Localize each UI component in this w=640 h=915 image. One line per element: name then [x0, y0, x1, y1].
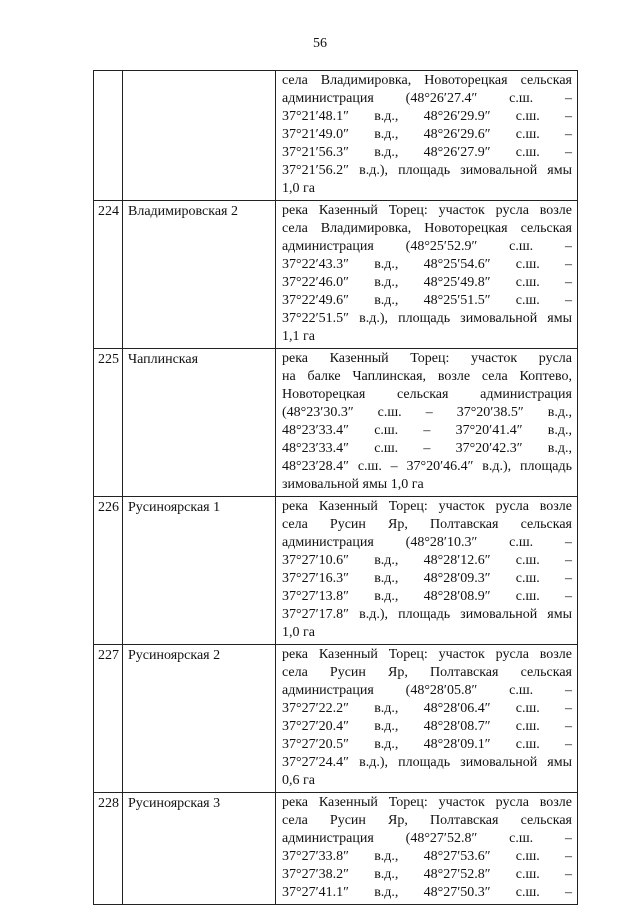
coordinate-part: 48°27′50.3″ [423, 885, 491, 900]
area-description [276, 497, 578, 645]
coordinate-part: 37°27′41.1″ [282, 885, 349, 900]
coordinate-part: с.ш. [515, 257, 540, 272]
coordinate-line [282, 884, 572, 902]
coordinate-part: 48°26′27.9″ [423, 145, 491, 160]
coordinate-part: в.д., [374, 109, 399, 124]
table-row [94, 201, 578, 349]
coordinate-line [282, 736, 572, 754]
row-number: 228 [94, 793, 123, 905]
coordinate-part: с.ш. [377, 405, 402, 420]
coordinate-part: в.д., [374, 701, 399, 716]
coordinate-part: – [423, 441, 431, 456]
coordinate-part: в.д., [547, 441, 572, 456]
coordinate-part: с.ш. [515, 109, 540, 124]
coordinate-part: – [423, 423, 431, 438]
table-row [94, 349, 578, 497]
description-line: 37°21′56.2″ в.д.), площадь зимовальной ямы [282, 163, 572, 178]
description-line: 1,0 га [282, 625, 315, 640]
description-line: села Русин Яр, Полтавская сельская [282, 813, 572, 828]
page-number: 56 [313, 36, 327, 51]
coordinate-part: 37°22′46.0″ [282, 275, 349, 290]
coordinate-line [282, 292, 572, 310]
coordinate-part: с.ш. [515, 275, 540, 290]
description-line: администрация (48°26′27.4″ с.ш. – [282, 91, 572, 106]
coordinate-part: – [564, 867, 572, 882]
coordinate-part: 48°25′51.5″ [423, 293, 491, 308]
area-name: Владимировская 2 [123, 201, 276, 349]
description-line: на балке Чаплинская, возле села Коптево, [282, 369, 572, 384]
coordinate-part: – [564, 109, 572, 124]
description-line: 37°27′17.8″ в.д.), площадь зимовальной ямы [282, 607, 572, 622]
description-line: 37°27′24.4″ в.д.), площадь зимовальной ямы [282, 755, 572, 770]
description-line: река Казенный Торец: участок русла возле [282, 647, 572, 662]
area-description [276, 71, 578, 201]
description-line: села Русин Яр, Полтавская сельская [282, 665, 572, 680]
table-row [94, 645, 578, 793]
coordinate-part: – [564, 145, 572, 160]
row-number: 224 [94, 201, 123, 349]
coordinate-part: с.ш. [515, 589, 540, 604]
coordinate-part: с.ш. [515, 571, 540, 586]
table-row [94, 497, 578, 645]
description-line: села Владимировка, Новоторецкая сельская [282, 221, 572, 236]
coordinate-part: в.д., [374, 867, 399, 882]
row-number [94, 71, 123, 201]
coordinate-part: – [564, 737, 572, 752]
coordinate-part: с.ш. [515, 719, 540, 734]
coordinate-part: 48°26′29.9″ [423, 109, 491, 124]
coordinate-part: с.ш. [515, 293, 540, 308]
coordinate-part: в.д., [547, 405, 572, 420]
description-line: зимовальной ямы 1,0 га [282, 477, 424, 492]
table-row [94, 793, 578, 905]
area-description [276, 645, 578, 793]
area-name: Русиноярская 2 [123, 645, 276, 793]
coordinate-part: 48°23′33.4″ [282, 441, 349, 456]
coordinate-part: 48°28′09.3″ [423, 571, 491, 586]
coordinate-part: 48°26′29.6″ [423, 127, 491, 142]
description-line: Новоторецкая сельская администрация [282, 387, 572, 402]
coordinate-part: в.д., [374, 885, 399, 900]
coordinate-part: 37°20′41.4″ [455, 423, 523, 438]
coordinate-part: в.д., [374, 737, 399, 752]
coordinate-part: 48°25′54.6″ [423, 257, 491, 272]
coordinate-line [282, 274, 572, 292]
area-description [276, 201, 578, 349]
coordinate-part: – [564, 275, 572, 290]
description-line: река Казенный Торец: участок русла возле [282, 499, 572, 514]
row-number: 226 [94, 497, 123, 645]
coordinate-part: 37°27′13.8″ [282, 589, 349, 604]
coordinate-part: 48°28′08.9″ [423, 589, 491, 604]
row-number: 227 [94, 645, 123, 793]
area-name: Русиноярская 1 [123, 497, 276, 645]
description-line: села Русин Яр, Полтавская сельская [282, 517, 572, 532]
area-name: Русиноярская 3 [123, 793, 276, 905]
description-line: администрация (48°28′10.3″ с.ш. – [282, 535, 572, 550]
coordinate-line [282, 256, 572, 274]
coordinate-line [282, 404, 572, 422]
description-line: 1,1 га [282, 329, 315, 344]
coordinate-part: 48°23′33.4″ [282, 423, 349, 438]
coordinate-part: 37°20′42.3″ [455, 441, 523, 456]
coordinate-part: – [564, 719, 572, 734]
coordinate-part: с.ш. [515, 737, 540, 752]
coordinate-line [282, 552, 572, 570]
coordinate-part: 48°25′49.8″ [423, 275, 491, 290]
coordinate-part: – [564, 885, 572, 900]
coordinate-part: с.ш. [515, 849, 540, 864]
coordinate-part: – [564, 553, 572, 568]
coordinate-part: с.ш. [374, 423, 399, 438]
coordinate-line [282, 588, 572, 606]
coordinate-line [282, 108, 572, 126]
area-description [276, 793, 578, 905]
coordinate-part: с.ш. [515, 867, 540, 882]
coordinate-part: с.ш. [515, 701, 540, 716]
coordinate-part: 48°28′06.4″ [423, 701, 491, 716]
coordinate-part: в.д., [374, 589, 399, 604]
coordinate-part: в.д., [374, 145, 399, 160]
area-name: Чаплинская [123, 349, 276, 497]
coordinate-part: 37°21′49.0″ [282, 127, 349, 142]
coordinate-part: 37°27′20.4″ [282, 719, 349, 734]
row-number: 225 [94, 349, 123, 497]
coordinate-part: 48°27′52.8″ [423, 867, 491, 882]
coordinate-part: в.д., [374, 849, 399, 864]
description-line: река Казенный Торец: участок русла возле [282, 795, 572, 810]
coordinate-part: 48°28′08.7″ [423, 719, 491, 734]
coordinate-part: 37°22′49.6″ [282, 293, 349, 308]
coordinate-part: (48°23′30.3″ [282, 405, 354, 420]
coordinate-line [282, 422, 572, 440]
coordinate-line [282, 718, 572, 736]
coordinate-part: с.ш. [515, 127, 540, 142]
description-line: река Казенный Торец: участок русла возле [282, 203, 572, 218]
coordinate-part: в.д., [374, 293, 399, 308]
coordinate-part: в.д., [374, 719, 399, 734]
coordinate-line [282, 126, 572, 144]
table-row [94, 71, 578, 201]
coordinate-line [282, 144, 572, 162]
coordinate-part: – [425, 405, 433, 420]
coordinate-line [282, 570, 572, 588]
description-line: села Владимировка, Новоторецкая сельская [282, 73, 572, 88]
coordinate-part: – [564, 849, 572, 864]
area-name [123, 71, 276, 201]
coordinate-part: 37°20′38.5″ [456, 405, 524, 420]
coordinate-part: в.д., [374, 127, 399, 142]
coordinate-part: 37°22′43.3″ [282, 257, 349, 272]
coordinate-line [282, 440, 572, 458]
coordinate-part: 37°27′38.2″ [282, 867, 349, 882]
coordinate-part: в.д., [374, 275, 399, 290]
coordinate-part: с.ш. [515, 145, 540, 160]
description-line: река Казенный Торец: участок русла [282, 351, 572, 366]
area-description [276, 349, 578, 497]
coordinate-part: – [564, 293, 572, 308]
coordinate-part: 37°27′22.2″ [282, 701, 349, 716]
coordinate-part: 37°21′56.3″ [282, 145, 349, 160]
coordinate-part: 48°28′12.6″ [423, 553, 491, 568]
coordinate-part: – [564, 571, 572, 586]
coordinate-part: в.д., [547, 423, 572, 438]
coordinate-part: с.ш. [515, 885, 540, 900]
description-line: администрация (48°27′52.8″ с.ш. – [282, 831, 572, 846]
fishing-areas-table [93, 70, 578, 905]
coordinate-part: 37°27′16.3″ [282, 571, 349, 586]
coordinate-part: 37°27′20.5″ [282, 737, 349, 752]
description-line: 0,6 га [282, 773, 315, 788]
coordinate-part: 37°27′33.8″ [282, 849, 349, 864]
coordinate-line [282, 866, 572, 884]
coordinate-part: – [564, 257, 572, 272]
coordinate-part: – [564, 127, 572, 142]
description-line: 48°23′28.4″ с.ш. – 37°20′46.4″ в.д.), площадь [282, 459, 572, 474]
description-line: администрация (48°25′52.9″ с.ш. – [282, 239, 572, 254]
description-line: 37°22′51.5″ в.д.), площадь зимовальной ямы [282, 311, 572, 326]
coordinate-part: 37°27′10.6″ [282, 553, 349, 568]
coordinate-part: в.д., [374, 257, 399, 272]
coordinate-part: 37°21′48.1″ [282, 109, 349, 124]
coordinate-part: с.ш. [515, 553, 540, 568]
coordinate-part: – [564, 589, 572, 604]
coordinate-part: 48°28′09.1″ [423, 737, 491, 752]
description-line: администрация (48°28′05.8″ с.ш. – [282, 683, 572, 698]
description-line: 1,0 га [282, 181, 315, 196]
coordinate-line [282, 700, 572, 718]
coordinate-part: с.ш. [374, 441, 399, 456]
coordinate-part: в.д., [374, 571, 399, 586]
coordinate-part: – [564, 701, 572, 716]
table-body [94, 71, 578, 905]
coordinate-part: в.д., [374, 553, 399, 568]
coordinate-line [282, 848, 572, 866]
coordinate-part: 48°27′53.6″ [423, 849, 491, 864]
